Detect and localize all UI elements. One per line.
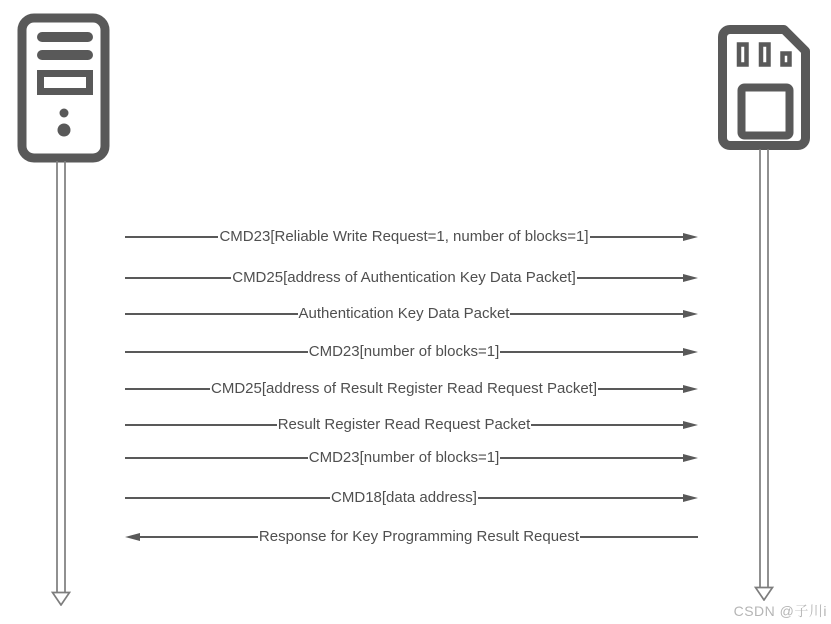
message-line <box>500 457 683 459</box>
message-1 <box>125 226 698 248</box>
message-label: CMD23[Reliable Write Request=1, number of blocks=1] <box>219 228 589 245</box>
message-9 <box>125 526 698 548</box>
host-lifeline <box>43 161 79 606</box>
message-label: CMD25[address of Result Register Read Request Packet] <box>211 380 598 397</box>
lifeline-arrow-down-icon <box>53 593 70 606</box>
arrowhead-right-icon <box>683 310 698 318</box>
message-line <box>577 277 683 279</box>
message-line <box>590 236 683 238</box>
message-label: Response for Key Programming Result Request <box>258 528 580 545</box>
message-line <box>125 277 231 279</box>
arrowhead-right-icon <box>683 494 698 502</box>
message-label: CMD23[number of blocks=1] <box>308 343 500 360</box>
message-line <box>478 497 683 499</box>
arrowhead-right-icon <box>683 385 698 393</box>
message-line <box>598 388 683 390</box>
arrowhead-left-icon <box>125 533 140 541</box>
watermark: CSDN @子川i <box>733 603 827 619</box>
sd-card-icon <box>718 25 810 155</box>
message-line <box>140 536 258 538</box>
message-label: CMD25[address of Authentication Key Data Packet] <box>232 269 576 286</box>
message-line <box>531 424 683 426</box>
message-2 <box>125 267 698 289</box>
card-lifeline <box>746 149 782 601</box>
message-line <box>125 457 308 459</box>
message-label: CMD23[number of blocks=1] <box>308 449 500 466</box>
message-line <box>510 313 683 315</box>
lifeline-arrow-down-icon <box>756 588 773 601</box>
arrowhead-right-icon <box>683 421 698 429</box>
message-line <box>125 351 308 353</box>
message-line <box>125 424 277 426</box>
arrowhead-right-icon <box>683 274 698 282</box>
message-line <box>125 388 210 390</box>
message-8 <box>125 487 698 509</box>
message-3 <box>125 303 698 325</box>
arrowhead-right-icon <box>683 233 698 241</box>
arrowhead-right-icon <box>683 348 698 356</box>
arrowhead-right-icon <box>683 454 698 462</box>
message-label: Authentication Key Data Packet <box>298 305 510 322</box>
message-6 <box>125 414 698 436</box>
computer-tower-icon <box>17 13 110 168</box>
message-line <box>580 536 698 538</box>
message-7 <box>125 447 698 469</box>
message-line <box>125 236 218 238</box>
message-line <box>500 351 683 353</box>
message-line <box>125 313 298 315</box>
message-line <box>125 497 330 499</box>
message-label: Result Register Read Request Packet <box>277 416 531 433</box>
message-4 <box>125 341 698 363</box>
message-label: CMD18[data address] <box>331 489 477 506</box>
message-5 <box>125 378 698 400</box>
messages <box>125 0 698 624</box>
